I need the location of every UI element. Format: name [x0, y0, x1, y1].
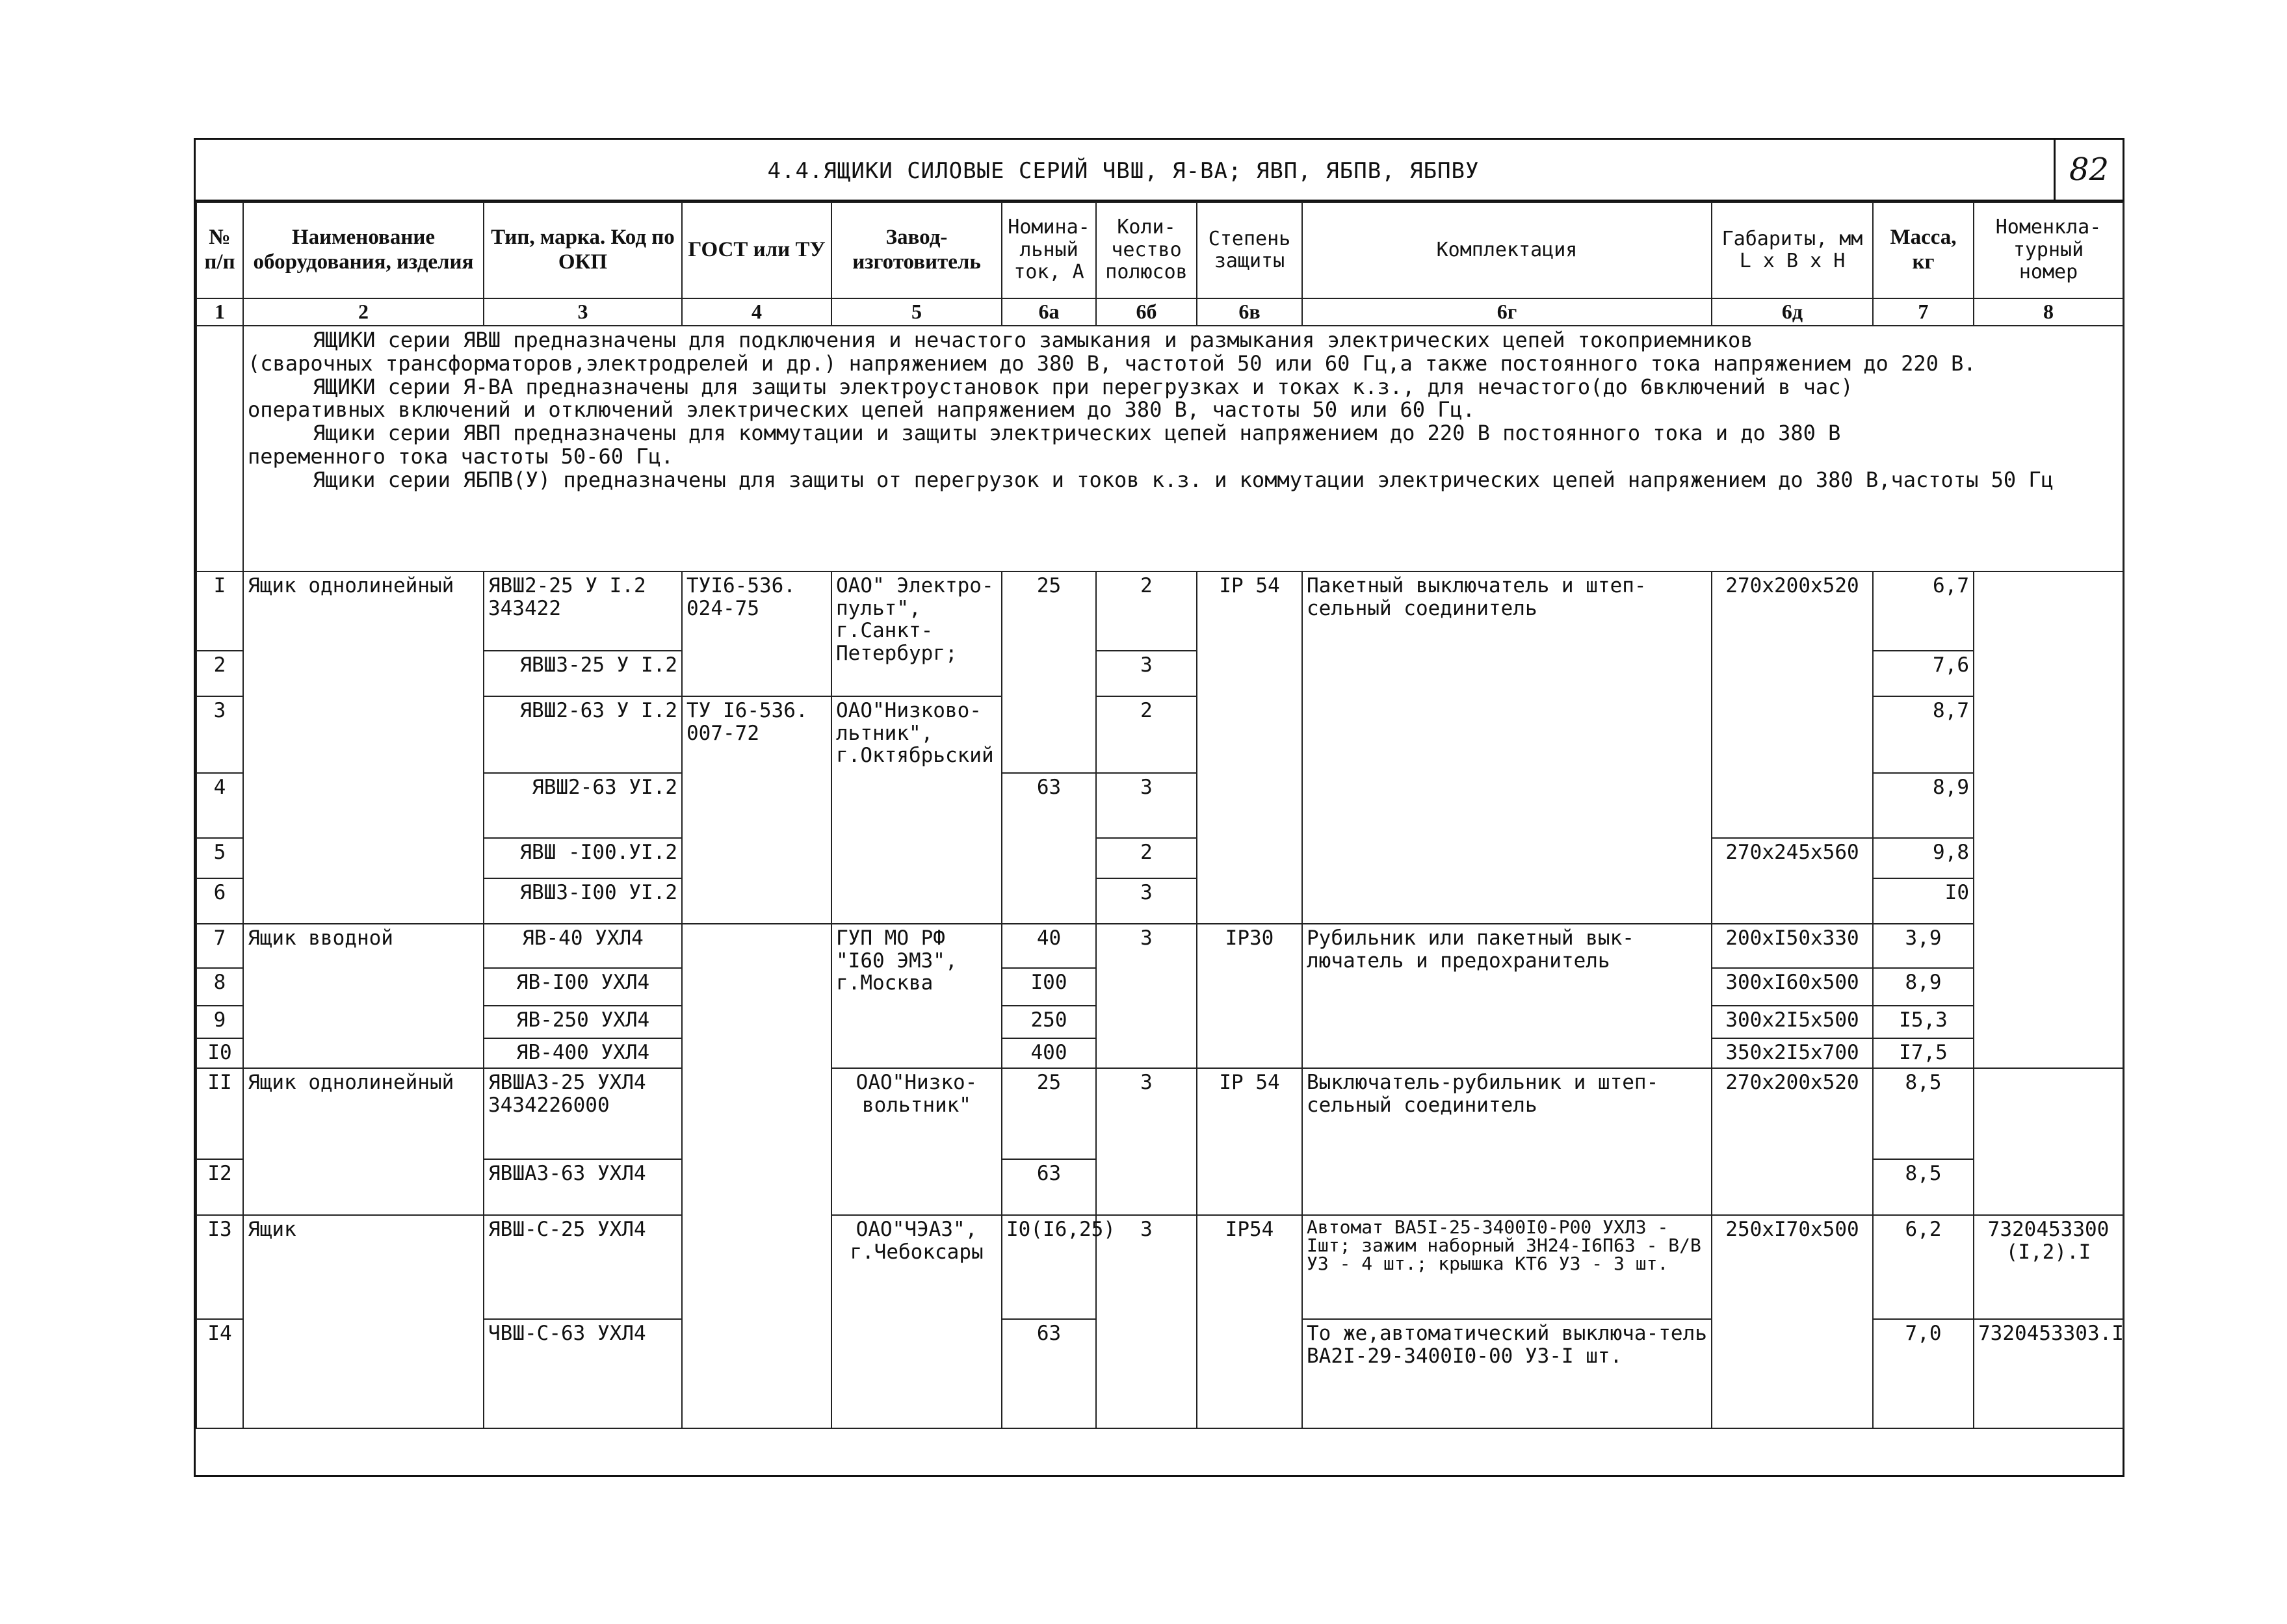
row-type: ЯВ-250 УХЛ4 — [484, 1006, 682, 1038]
row-current: I00 — [1002, 968, 1096, 1006]
row-num: I2 — [196, 1159, 243, 1215]
row-num: I — [196, 571, 243, 651]
row-type: ЯВШАЗ-63 УХЛ4 — [484, 1159, 682, 1215]
row-type: ЯВ-40 УХЛ4 — [484, 924, 682, 968]
row-mass: I7,5 — [1873, 1038, 1974, 1068]
header-dims: Габариты, мм L x B x H — [1712, 202, 1873, 298]
row-protection: IP30 — [1197, 924, 1302, 1068]
header-maker: Завод-изготовитель — [831, 202, 1002, 298]
row-num: 2 — [196, 651, 243, 696]
row-maker: ОАО"Низко-вольтник" — [831, 1068, 1002, 1215]
row-mass: 9,8 — [1873, 838, 1974, 878]
row-num: 8 — [196, 968, 243, 1006]
row-mass: I0 — [1873, 878, 1974, 924]
header-name: Наименование оборудования, изделия — [243, 202, 484, 298]
row-maker: ОАО"ЧЭАЗ", г.Чебоксары — [831, 1215, 1002, 1428]
row-kit: Выключатель-рубильник и штеп-сельный соединитель — [1302, 1068, 1712, 1215]
row-poles: 2 — [1096, 838, 1197, 878]
row-gost: ТУI6-536. 024-75 — [682, 571, 831, 696]
row-current: 63 — [1002, 1159, 1096, 1215]
section-title: 4.4.ЯЩИКИ СИЛОВЫЕ СЕРИЙ ЧВШ, Я-ВА; ЯВП, ЯБПВ, ЯБПВУ — [767, 158, 1480, 184]
row-num: I4 — [196, 1319, 243, 1428]
row-dims: 300xI60x500 — [1712, 968, 1873, 1006]
document-sheet — [194, 138, 2124, 1477]
row-current: I0(I6,25) — [1002, 1215, 1096, 1319]
row-dims: 270x200x520 — [1712, 571, 1873, 838]
row-maker: ОАО" Электро-пульт", г.Санкт-Петербург; — [831, 571, 1002, 696]
header-kit: Комплектация — [1302, 202, 1712, 298]
row-type: ЯВ-I00 УХЛ4 — [484, 968, 682, 1006]
header-type: Тип, марка. Код по ОКП — [484, 202, 682, 298]
row-nomenclature: 7320453303.I — [1974, 1319, 2123, 1428]
row-current: 63 — [1002, 773, 1096, 924]
row-nomenclature: 7320453300 (I,2).I — [1974, 1215, 2123, 1319]
column-number-row — [196, 298, 2123, 326]
row-mass: 7,0 — [1873, 1319, 1974, 1428]
row-nomenclature — [1974, 1068, 2123, 1215]
page-number: 82 — [2069, 151, 2110, 188]
row-current: 40 — [1002, 924, 1096, 968]
note-line: оперативных включений и отключений электрических цепей напряжением до 380 В, частоты 50 или 60 Гц. — [248, 397, 1476, 423]
row-type: ЯВШ3-25 У I.2 — [484, 651, 682, 696]
row-mass: 8,5 — [1873, 1068, 1974, 1159]
table-row — [196, 1068, 2123, 1159]
row-num: 9 — [196, 1006, 243, 1038]
row-num: I0 — [196, 1038, 243, 1068]
row-kit: Пакетный выключатель и штеп-сельный соединитель — [1302, 571, 1712, 924]
column-number: 5 — [831, 298, 1002, 326]
header-poles: Коли-чество полюсов — [1096, 202, 1197, 298]
column-number: 6в — [1197, 298, 1302, 326]
note-line: (сварочных трансформаторов,электродрелей и др.) напряжением до 380 В, частотой 50 или 60 Гц,а также постоянного тока напряжением до 220 В. — [248, 350, 1976, 376]
row-dims: 350x2I5x700 — [1712, 1038, 1873, 1068]
column-number: 6б — [1096, 298, 1197, 326]
header-mass: Масса, кг — [1873, 202, 1974, 298]
header-num: № п/п — [196, 202, 243, 298]
notes-row — [196, 326, 2123, 571]
row-mass: 8,9 — [1873, 968, 1974, 1006]
row-protection: IP 54 — [1197, 571, 1302, 924]
row-num: I3 — [196, 1215, 243, 1319]
row-poles: 3 — [1096, 773, 1197, 838]
row-type: ЯВШ3-I00 УI.2 — [484, 878, 682, 924]
row-type: ЯВШ2-63 УI.2 — [484, 773, 682, 838]
header-nomenclature: Номенкла-турный номер — [1974, 202, 2123, 298]
row-name: Ящик — [243, 1215, 484, 1428]
table-row — [196, 1215, 2123, 1319]
row-poles: 3 — [1096, 1215, 1197, 1428]
row-type: ЯВШ -I00.УI.2 — [484, 838, 682, 878]
row-name: Ящик однолинейный — [243, 571, 484, 924]
note-line: Ящики серии ЯБПВ(У) предназначены для защиты от перегрузок и токов к.з. и коммутации электрических цепей напряжением до 380 В,частоты 50 Гц — [313, 467, 2054, 492]
equipment-table — [196, 202, 2124, 1429]
row-type: ЯВШ2-63 У I.2 — [484, 696, 682, 773]
row-kit: Рубильник или пакетный вык-лючатель и предохранитель — [1302, 924, 1712, 1068]
column-number: 7 — [1873, 298, 1974, 326]
row-num: 3 — [196, 696, 243, 773]
row-type: ЯВШАЗ-25 УХЛ4 3434226000 — [484, 1068, 682, 1159]
row-dims: 270x245x560 — [1712, 838, 1873, 924]
row-current: 25 — [1002, 1068, 1096, 1159]
row-name: Ящик вводной — [243, 924, 484, 1068]
notes-cell — [243, 326, 2123, 571]
row-mass: 3,9 — [1873, 924, 1974, 968]
row-current: 400 — [1002, 1038, 1096, 1068]
column-number: 6г — [1302, 298, 1712, 326]
row-gost: ТУ I6-536. 007-72 — [682, 696, 831, 924]
column-number: 8 — [1974, 298, 2123, 326]
row-current: 63 — [1002, 1319, 1096, 1428]
title-row — [196, 140, 2123, 202]
row-poles: 2 — [1096, 696, 1197, 773]
row-mass: 6,7 — [1873, 571, 1974, 651]
page-number-box — [2054, 140, 2123, 200]
column-number: 4 — [682, 298, 831, 326]
row-protection: IP54 — [1197, 1215, 1302, 1428]
row-name: Ящик однолинейный — [243, 1068, 484, 1215]
row-kit: То же,автоматический выключа-тель ВА2I-29-3400I0-00 УЗ-I шт. — [1302, 1319, 1712, 1428]
column-number: 1 — [196, 298, 243, 326]
row-num: 4 — [196, 773, 243, 838]
column-number: 2 — [243, 298, 484, 326]
note-line: переменного тока частоты 50-60 Гц. — [248, 444, 674, 469]
row-num: 5 — [196, 838, 243, 878]
row-type: ЯВШ2-25 У I.2 343422 — [484, 571, 682, 651]
row-current: 25 — [1002, 571, 1096, 773]
column-number: 3 — [484, 298, 682, 326]
row-num: 6 — [196, 878, 243, 924]
row-maker: ГУП МО РФ "I60 ЭМЗ", г.Москва — [831, 924, 1002, 1068]
row-type: ЧВШ-С-63 УХЛ4 — [484, 1319, 682, 1428]
row-mass: 7,6 — [1873, 651, 1974, 696]
header-row — [196, 202, 2123, 298]
row-poles: 2 — [1096, 571, 1197, 651]
row-mass: 8,7 — [1873, 696, 1974, 773]
row-mass: 6,2 — [1873, 1215, 1974, 1319]
table-row — [196, 838, 2123, 878]
row-mass: 8,9 — [1873, 773, 1974, 838]
row-gost — [682, 924, 831, 1428]
column-number: 6д — [1712, 298, 1873, 326]
row-nomenclature — [1974, 571, 2123, 1068]
row-dims: 250xI70x500 — [1712, 1215, 1873, 1428]
row-poles: 3 — [1096, 878, 1197, 924]
header-protection: Степень защиты — [1197, 202, 1302, 298]
notes-num-cell — [196, 326, 243, 571]
row-protection: IP 54 — [1197, 1068, 1302, 1215]
table-row — [196, 924, 2123, 968]
row-current: 250 — [1002, 1006, 1096, 1038]
row-poles: 3 — [1096, 651, 1197, 696]
row-dims: 300x2I5x500 — [1712, 1006, 1873, 1038]
note-line: ЯЩИКИ серии ЯВШ предназначены для подключения и нечастого замыкания и размыкания электрических цепей токоприемников — [313, 328, 1753, 352]
row-type: ЯВ-400 УХЛ4 — [484, 1038, 682, 1068]
row-mass: 8,5 — [1873, 1159, 1974, 1215]
row-mass: I5,3 — [1873, 1006, 1974, 1038]
row-poles: 3 — [1096, 1068, 1197, 1215]
table-row — [196, 571, 2123, 651]
header-gost: ГОСТ или ТУ — [682, 202, 831, 298]
row-kit: Автомат ВА5I-25-3400I0-Р00 УХЛЗ - Iшт; зажим наборный ЗН24-I6П63 - В/В УЗ - 4 шт.; крышка КТ6 УЗ - 3 шт. — [1302, 1215, 1712, 1319]
row-dims: 270x200x520 — [1712, 1068, 1873, 1215]
row-poles: 3 — [1096, 924, 1197, 1068]
row-type: ЯВШ-С-25 УХЛ4 — [484, 1215, 682, 1319]
header-current: Номина-льный ток, А — [1002, 202, 1096, 298]
row-dims: 200xI50x330 — [1712, 924, 1873, 968]
column-number: 6а — [1002, 298, 1096, 326]
row-num: 7 — [196, 924, 243, 968]
row-maker: ОАО"Низково-льтник", г.Октябрьский — [831, 696, 1002, 924]
note-line: Ящики серии ЯВП предназначены для коммутации и защиты электрических цепей напряжением до 220 В постоянного тока и до 380 В — [313, 421, 1841, 446]
note-line: ЯЩИКИ серии Я-ВА предназначены для защиты электроустановок при перегрузках и токах к.з., для нечастого(до 6включений в час) — [313, 374, 1853, 399]
row-num: II — [196, 1068, 243, 1159]
